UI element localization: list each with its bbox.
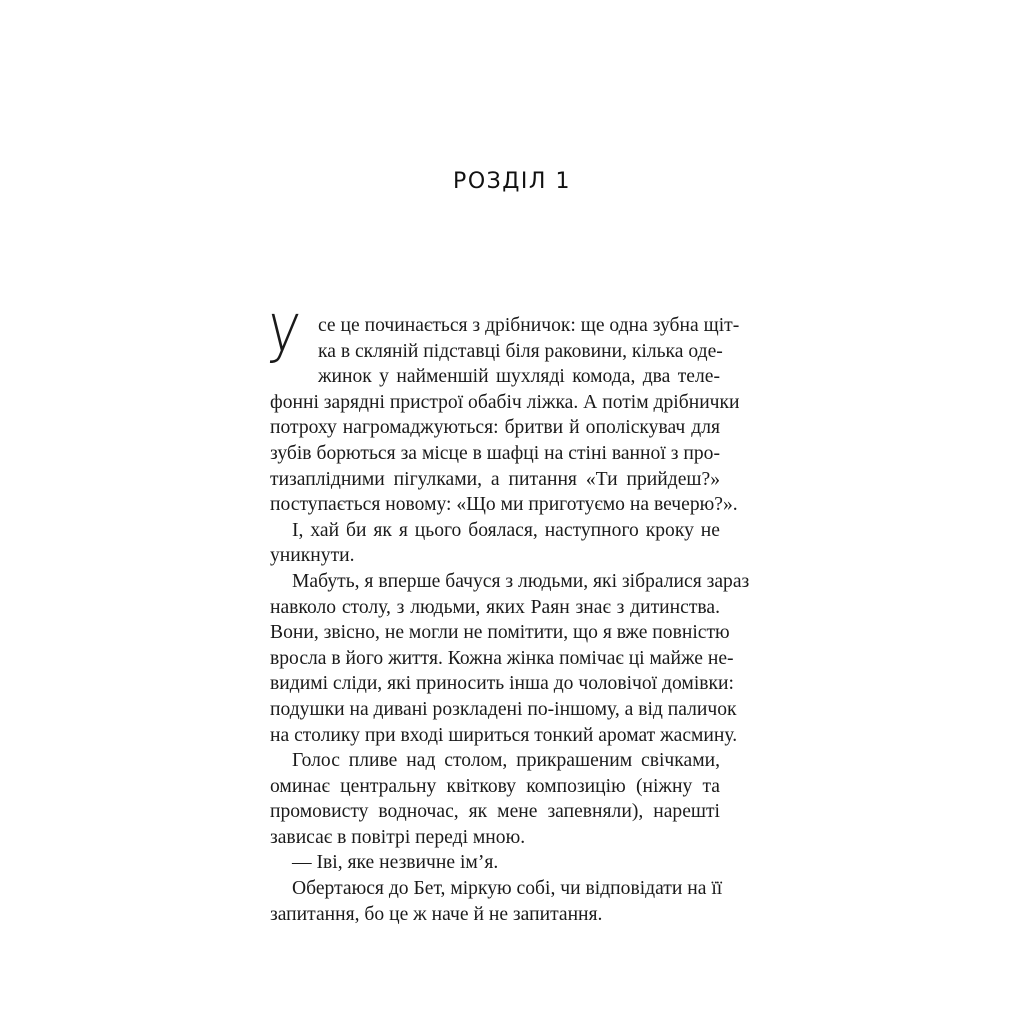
text-line: фонні зарядні пристрої обабіч ліжка. А потім дрібнички [270,391,740,413]
text-line: на столику при вході шириться тонкий аромат жасмину. [270,724,738,746]
text-line: уникнути. [270,545,355,567]
paragraph [270,850,720,876]
paragraph [270,313,740,518]
text-line: зубів борються за місце в шафці на стіні ванної з про- [270,442,720,464]
text-line: зависає в повітрі переді мною. [270,826,526,848]
text-line: поступається новому: «Що ми приготуємо на вечерю?». [270,494,738,516]
paragraph [270,748,720,850]
text-line: Обертаюся до Бет, міркую собі, чи відповідати на її [292,878,723,900]
drop-cap: У [264,301,302,378]
text-line: вросла в його життя. Кожна жінка помічає ці майже не- [270,647,734,669]
text-line: І, хай би як я цього боялася, наступного кроку не [292,519,720,541]
paragraph [270,518,720,569]
paragraph [270,569,750,748]
text-line: се це починається з дрібничок: ще одна зубна щіт- [318,315,740,336]
text-line: подушки на дивані розкладені по-іншому, а від паличок [270,698,737,720]
text-line: Вони, звісно, не могли не помітити, що я вже повністю [270,622,730,644]
paragraph [270,876,723,927]
chapter-title: РОЗДІЛ 1 [453,168,571,194]
text-line: навколо столу, з людьми, яких Раян знає з дитинства. [270,596,720,618]
text-line: — Іві, яке незвичне ім’я. [292,852,499,874]
text-line: промовисту водночас, як мене запевняли), нарешті [270,801,720,823]
text-line: ка в скляній підставці біля раковини, кілька оде- [318,340,723,362]
text-line: видимі сліди, які приносить інша до чоловічої домівки: [270,673,734,695]
text-line: запитання, бо це ж наче й не запитання. [270,903,603,925]
chapter-body [264,301,750,927]
text-line: потроху нагромаджуються: бритви й ополіскувач для [270,417,720,439]
text-line: Мабуть, я вперше бачуся з людьми, які зібралися зараз [292,570,750,592]
text-line: Голос пливе над столом, прикрашеним свічками, [292,750,720,772]
text-line: оминає центральну квіткову композицію (ніжну та [270,775,720,797]
text-line: тизаплідними пігулками, а питання «Ти прийдеш?» [270,468,720,490]
text-line: жинок у найменшій шухляді комода, два теле- [318,366,720,388]
